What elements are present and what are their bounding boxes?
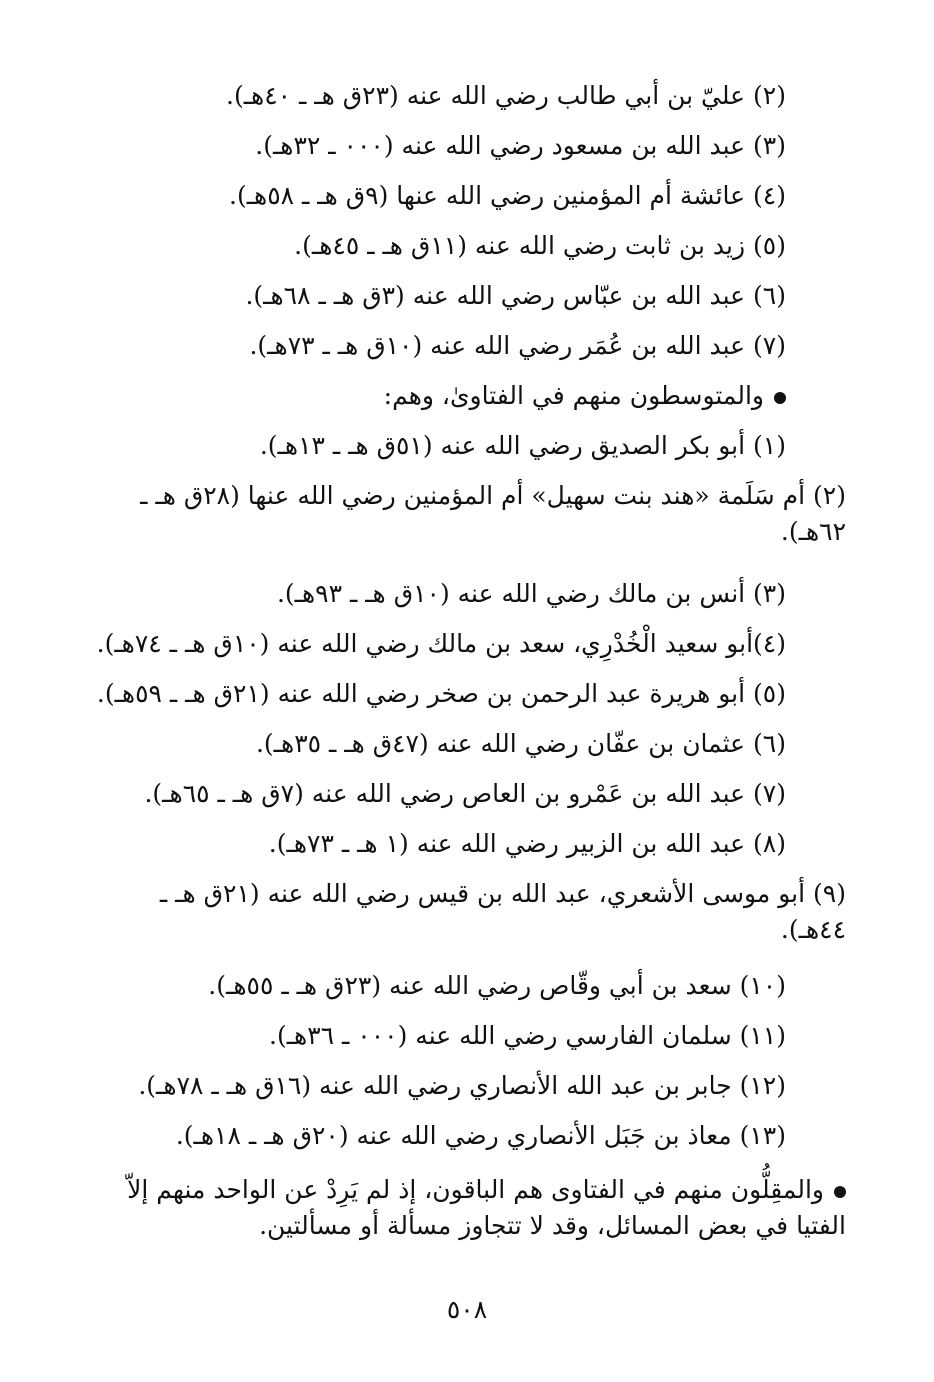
list-item: (٦) عثمان بن عفّان رضي الله عنه (٤٧ق هـ ـ ٣٥هـ). bbox=[255, 729, 786, 758]
bullet-icon bbox=[834, 1186, 846, 1198]
paragraph-few-fatwas bbox=[88, 1172, 846, 1244]
list-item: (٤) عائشة أم المؤمنين رضي الله عنها (٩ق هـ ـ ٥٨هـ). bbox=[229, 181, 786, 210]
list-item: (٤)أبو سعيد الْخُدْرِي، سعد بن مالك رضي الله عنه (١٠ق هـ ـ ٧٤هـ). bbox=[96, 629, 786, 658]
list-item: (٢) عليّ بن أبي طالب رضي الله عنه (٢٣ق هـ ـ ٤٠هـ). bbox=[226, 81, 786, 110]
list-item: (٣) أنس بن مالك رضي الله عنه (١٠ق هـ ـ ٩٣هـ). bbox=[276, 579, 786, 608]
list-item: (١٢) جابر بن عبد الله الأنصاري رضي الله عنه (١٦ق هـ ـ ٧٨هـ). bbox=[138, 1071, 786, 1100]
list-item: (٩) أبو موسى الأشعري، عبد الله بن قيس رضي الله عنه (٢١ق هـ ـ ٤٤هـ). bbox=[159, 879, 846, 944]
list-item: (٢) أم سَلَمة «هند بنت سهيل» أم المؤمنين رضي الله عنها (٢٨ق هـ ـ ٦٢هـ). bbox=[140, 481, 846, 546]
list-item: (٥) زيد بن ثابت رضي الله عنه (١١ق هـ ـ ٤٥هـ). bbox=[294, 231, 786, 260]
list-item: (١١) سلمان الفارسي رضي الله عنه (٠٠٠ ـ ٣٦هـ). bbox=[269, 1021, 786, 1050]
list-item: (٣) عبد الله بن مسعود رضي الله عنه (٠٠٠ ـ ٣٢هـ). bbox=[255, 131, 786, 160]
list-item: (١) أبو بكر الصديق رضي الله عنه (٥١ق هـ ـ ١٣هـ). bbox=[259, 431, 786, 460]
list-item: (٧) عبد الله بن عَمْرو بن العاص رضي الله عنه (٧ق هـ ـ ٦٥هـ). bbox=[144, 779, 786, 808]
section-heading-medium bbox=[384, 378, 786, 414]
list-item: (١٣) معاذ بن جَبَل الأنصاري رضي الله عنه (٢٠ق هـ ـ ١٨هـ). bbox=[175, 1121, 786, 1150]
list-item: (١٠) سعد بن أبي وقّاص رضي الله عنه (٢٣ق هـ ـ ٥٥هـ). bbox=[208, 971, 786, 1000]
list-item: (٨) عبد الله بن الزبير رضي الله عنه (١ هـ ـ ٧٣هـ). bbox=[268, 829, 786, 858]
page-number: ٥٠٨ bbox=[446, 1295, 488, 1324]
list-item: (٥) أبو هريرة عبد الرحمن بن صخر رضي الله عنه (٢١ق هـ ـ ٥٩هـ). bbox=[96, 679, 786, 708]
section-heading-text: والمتوسطون منهم في الفتاوىٰ، وهم: bbox=[383, 381, 764, 410]
bullet-icon bbox=[774, 392, 786, 404]
list-item: (٧) عبد الله بن عُمَر رضي الله عنه (١٠ق هـ ـ ٧٣هـ). bbox=[249, 331, 786, 360]
list-item: (٦) عبد الله بن عبّاس رضي الله عنه (٣ق هـ ـ ٦٨هـ). bbox=[245, 281, 786, 310]
paragraph-text: والمقِلُّون منهم في الفتاوى هم الباقون، إذ لم يَرِدْ عن الواحد منهم إلاّ الفتيا في بعض المسائل، وقد لا تتجاوز مسألة أو مسألتين. bbox=[127, 1175, 846, 1240]
